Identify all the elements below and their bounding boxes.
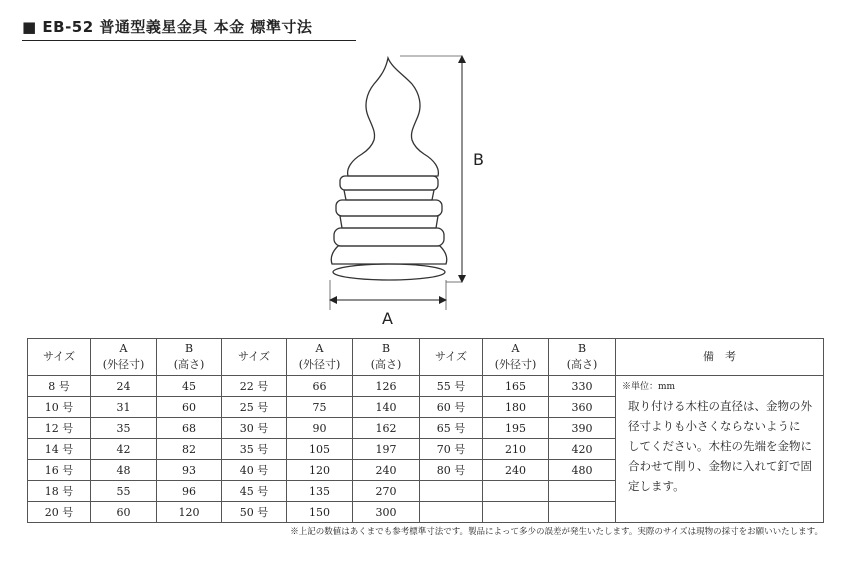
cell-b: 360: [549, 397, 616, 418]
cell-b: 270: [353, 481, 420, 502]
cell-b: 240: [353, 460, 420, 481]
cell-size: 50 号: [222, 502, 287, 523]
band-lower: [334, 228, 444, 246]
cell-a: 195: [483, 418, 549, 439]
finial-outline: [331, 58, 447, 280]
cell-size: 14 号: [28, 439, 91, 460]
dim-b-label: B: [473, 150, 484, 169]
cell-a: 66: [287, 376, 353, 397]
base-rim: [333, 264, 445, 280]
header-a-label: A: [119, 342, 128, 355]
cell-a: 165: [483, 376, 549, 397]
header-b: [157, 339, 222, 376]
header-a: [91, 339, 157, 376]
cell-size: 80 号: [420, 460, 483, 481]
cell-size: 30 号: [222, 418, 287, 439]
band-middle: [336, 200, 442, 216]
header-a-sub: (外径寸): [298, 358, 341, 371]
cell-size: [420, 481, 483, 502]
header-b-label: B: [577, 342, 587, 355]
top-bulb: [348, 58, 439, 176]
cell-a: 105: [287, 439, 353, 460]
remarks-line: 定します。: [628, 479, 685, 493]
cell-size: 16 号: [28, 460, 91, 481]
cell-a: 150: [287, 502, 353, 523]
header-b-label: B: [184, 342, 194, 355]
cell-a: 35: [91, 418, 157, 439]
cell-b: [549, 502, 616, 523]
dim-a-label: A: [382, 309, 393, 328]
cell-a: 75: [287, 397, 353, 418]
cell-b: 68: [157, 418, 222, 439]
cell-b: 420: [549, 439, 616, 460]
remarks-line: してください。木柱の先端を金物に: [628, 439, 812, 453]
band-upper: [340, 176, 438, 190]
header-b: [549, 339, 616, 376]
cell-b: 60: [157, 397, 222, 418]
cell-a: 60: [91, 502, 157, 523]
remarks-line: 取り付ける木柱の直径は、金物の外: [628, 399, 812, 413]
cell-b: 82: [157, 439, 222, 460]
header-size: サイズ: [222, 339, 287, 376]
cell-size: 20 号: [28, 502, 91, 523]
header-b-sub: (高さ): [173, 358, 205, 371]
header-size: サイズ: [420, 339, 483, 376]
table-header-row: [28, 339, 824, 376]
base-skirt: [331, 246, 447, 264]
cell-size: 10 号: [28, 397, 91, 418]
cell-size: 22 号: [222, 376, 287, 397]
header-a: [287, 339, 353, 376]
header-a-label: A: [315, 342, 324, 355]
cell-size: [420, 502, 483, 523]
cell-size: 55 号: [420, 376, 483, 397]
header-size: サイズ: [28, 339, 91, 376]
cell-size: 8 号: [28, 376, 91, 397]
cell-b: 93: [157, 460, 222, 481]
cell-a: 90: [287, 418, 353, 439]
cell-a: [483, 502, 549, 523]
neck: [344, 190, 434, 200]
cell-a: 240: [483, 460, 549, 481]
table-row: [28, 376, 824, 397]
cell-a: 55: [91, 481, 157, 502]
cell-b: 197: [353, 439, 420, 460]
cell-a: 120: [287, 460, 353, 481]
cell-b: 162: [353, 418, 420, 439]
remarks-cell: [616, 376, 824, 523]
cell-size: 65 号: [420, 418, 483, 439]
cell-a: 42: [91, 439, 157, 460]
footnote: ※上記の数値はあくまでも参考標準寸法です。製品によって多少の誤差が発生いたします。実際のサイズは現物の採寸をお願いいたします。: [290, 527, 823, 537]
cell-size: 45 号: [222, 481, 287, 502]
cell-a: 135: [287, 481, 353, 502]
cell-a: 31: [91, 397, 157, 418]
header-a-label: A: [511, 342, 520, 355]
page-title: ■ EB-52 普通型義星金具 本金 標準寸法: [22, 18, 313, 36]
cell-a: 48: [91, 460, 157, 481]
remarks-line: 径寸よりも小さくならないように: [628, 419, 801, 433]
header-a-sub: (外径寸): [494, 358, 537, 371]
cell-b: 96: [157, 481, 222, 502]
header-b-sub: (高さ): [370, 358, 402, 371]
cell-size: 70 号: [420, 439, 483, 460]
cell-size: 35 号: [222, 439, 287, 460]
cell-size: 60 号: [420, 397, 483, 418]
cell-b: 480: [549, 460, 616, 481]
spec-table: [27, 338, 824, 523]
header-a-sub: (外径寸): [102, 358, 145, 371]
header-b: [353, 339, 420, 376]
cell-size: 18 号: [28, 481, 91, 502]
cell-b: 140: [353, 397, 420, 418]
header-remarks: 備 考: [616, 339, 824, 376]
cell-b: 45: [157, 376, 222, 397]
remarks-body: [622, 396, 817, 496]
header-b-sub: (高さ): [566, 358, 598, 371]
cell-a: [483, 481, 549, 502]
header-b-label: B: [381, 342, 391, 355]
header-a: [483, 339, 549, 376]
cell-size: 40 号: [222, 460, 287, 481]
cell-b: 390: [549, 418, 616, 439]
remarks-unit: ※単位：mm: [622, 382, 676, 392]
cell-a: 180: [483, 397, 549, 418]
cell-b: 120: [157, 502, 222, 523]
collar: [340, 216, 438, 228]
remarks-line: 合わせて削り、金物に入れて釘で固: [628, 459, 812, 473]
cell-size: 12 号: [28, 418, 91, 439]
cell-b: [549, 481, 616, 502]
cell-a: 210: [483, 439, 549, 460]
cell-b: 300: [353, 502, 420, 523]
cell-size: 25 号: [222, 397, 287, 418]
cell-b: 330: [549, 376, 616, 397]
cell-a: 24: [91, 376, 157, 397]
cell-b: 126: [353, 376, 420, 397]
